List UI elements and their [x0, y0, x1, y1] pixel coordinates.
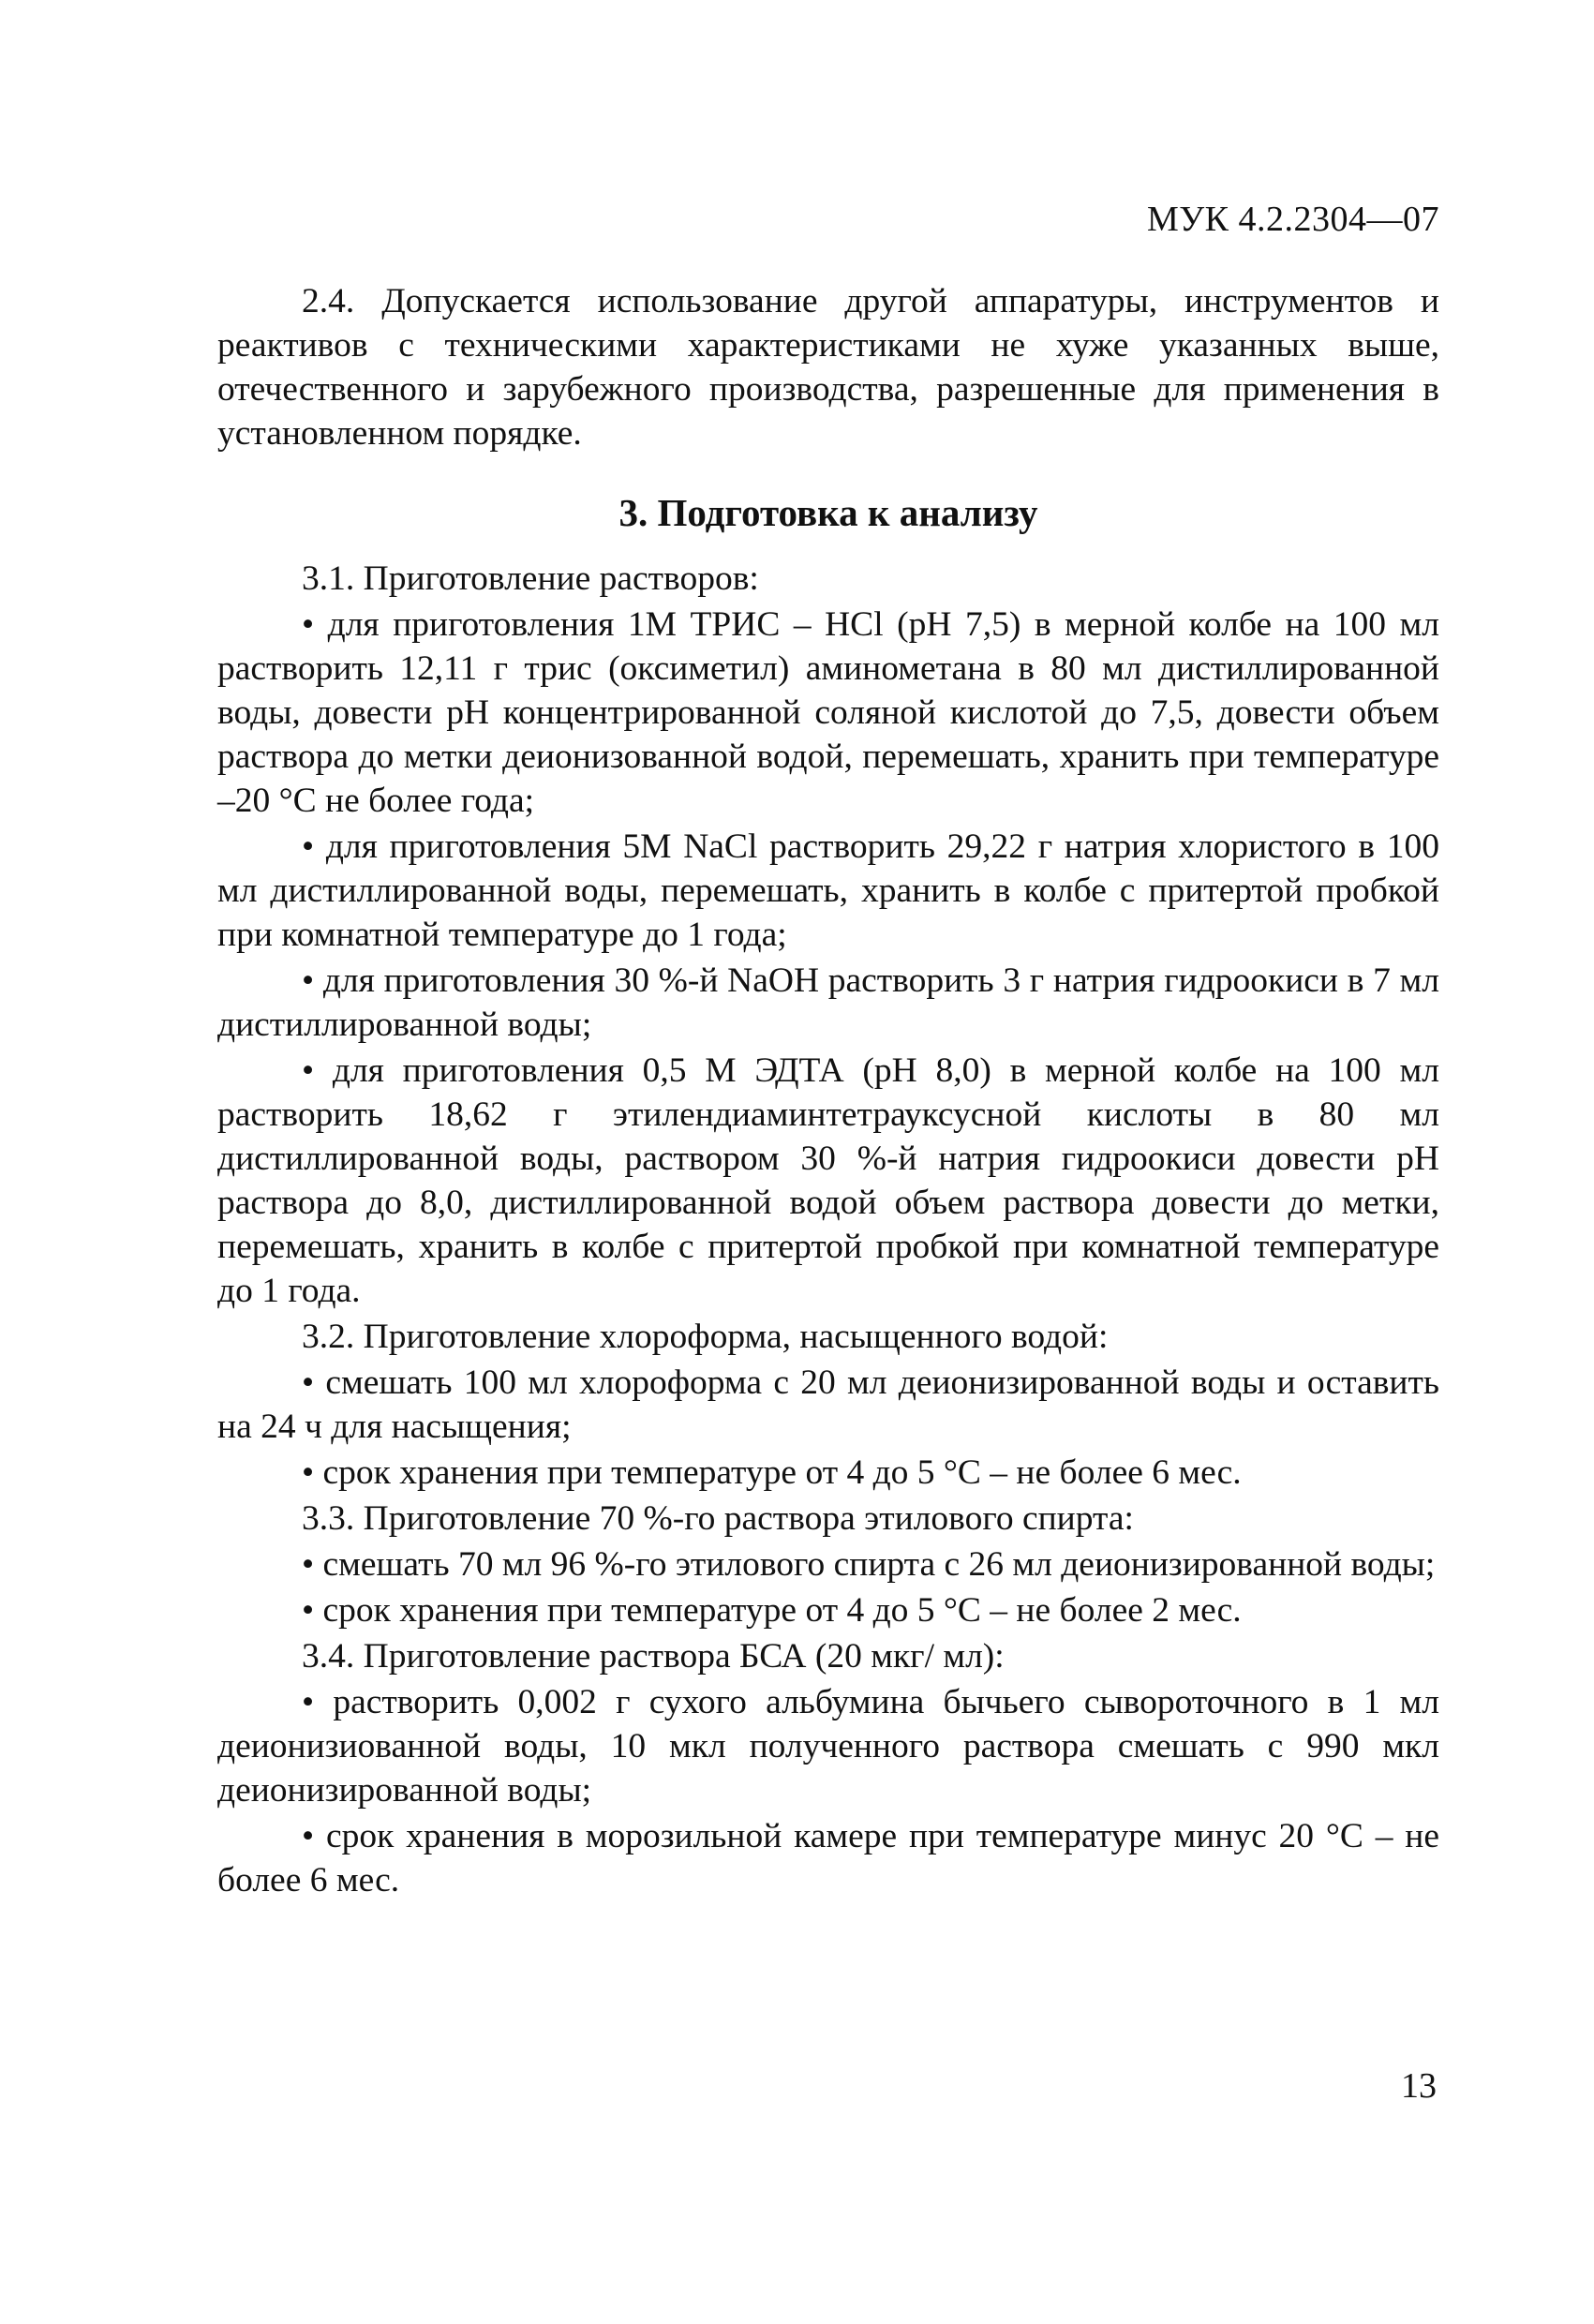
paragraph-3-2: 3.2. Приготовление хлороформа, насыщенного водой:	[302, 1318, 1109, 1356]
list-item: • для приготовления 1М ТРИС – HCl (pH 7,5) в мерной колбе на 100 мл растворить 12,11 г трис (оксиметил) аминометана в 80 мл дистиллированной воды, довести pH концентрированной соляной кислотой до 7,5, довести объем раствора до метки деионизованной водой, перемешать, хранить при температуре –20 °С не более года;	[217, 603, 1439, 823]
page-number: 13	[1401, 2066, 1437, 2106]
list-item: • смешать 100 мл хлороформа с 20 мл деионизированной воды и оставить на 24 ч для насыщения;	[217, 1361, 1439, 1449]
section-title: 3. Подготовка к анализу	[618, 491, 1038, 534]
list-item: • срок хранения при температуре от 4 до 5 °С – не более 2 мес.	[217, 1588, 1439, 1632]
paragraph-2-4: 2.4. Допускается использование другой аппаратуры, инструментов и реактивов с техническими характеристиками не хуже указанных выше, отечественного и зарубежного производства, разрешенные для применения в установленном порядке.	[217, 282, 1439, 453]
page-body	[217, 279, 1439, 1902]
list-item: • для приготовления 0,5 М ЭДТА (pH 8,0) в мерной колбе на 100 мл растворить 18,62 г этилендиаминтетрауксусной кислоты в 80 мл дистиллированной воды, раствором 30 %-й натрия гидроокиси довести pH раствора до 8,0, дистиллированной водой объем раствора довести до метки, перемешать, хранить в колбе с притертой пробкой при комнатной температуре до 1 года.	[217, 1049, 1439, 1313]
list-item: • растворить 0,002 г сухого альбумина бычьего сывороточного в 1 мл деионизиованной воды, 10 мкл полученного раствора смешать с 990 мкл деионизированной воды;	[217, 1680, 1439, 1812]
paragraph-3-3: 3.3. Приготовление 70 %-го раствора этилового спирта:	[302, 1499, 1134, 1538]
paragraph-3-4: 3.4. Приготовление раствора БСА (20 мкг/ мл):	[302, 1637, 1005, 1676]
list-item: • для приготовления 5М NaCl растворить 29,22 г натрия хлористого в 100 мл дистиллированной воды, перемешать, хранить в колбе с притертой пробкой при комнатной температуре до 1 года;	[217, 825, 1439, 957]
document-code-header: МУК 4.2.2304—07	[1146, 200, 1439, 239]
paragraph-3-1: 3.1. Приготовление растворов:	[302, 559, 759, 598]
list-item: • смешать 70 мл 96 %-го этилового спирта с 26 мл деионизированной воды;	[217, 1542, 1439, 1587]
list-item: • срок хранения в морозильной камере при температуре минус 20 °С – не более 6 мес.	[217, 1814, 1439, 1902]
list-item: • для приготовления 30 %-й NaOH растворить 3 г натрия гидроокиси в 7 мл дистиллированной воды;	[217, 959, 1439, 1047]
list-item: • срок хранения при температуре от 4 до 5 °С – не более 6 мес.	[217, 1451, 1439, 1495]
